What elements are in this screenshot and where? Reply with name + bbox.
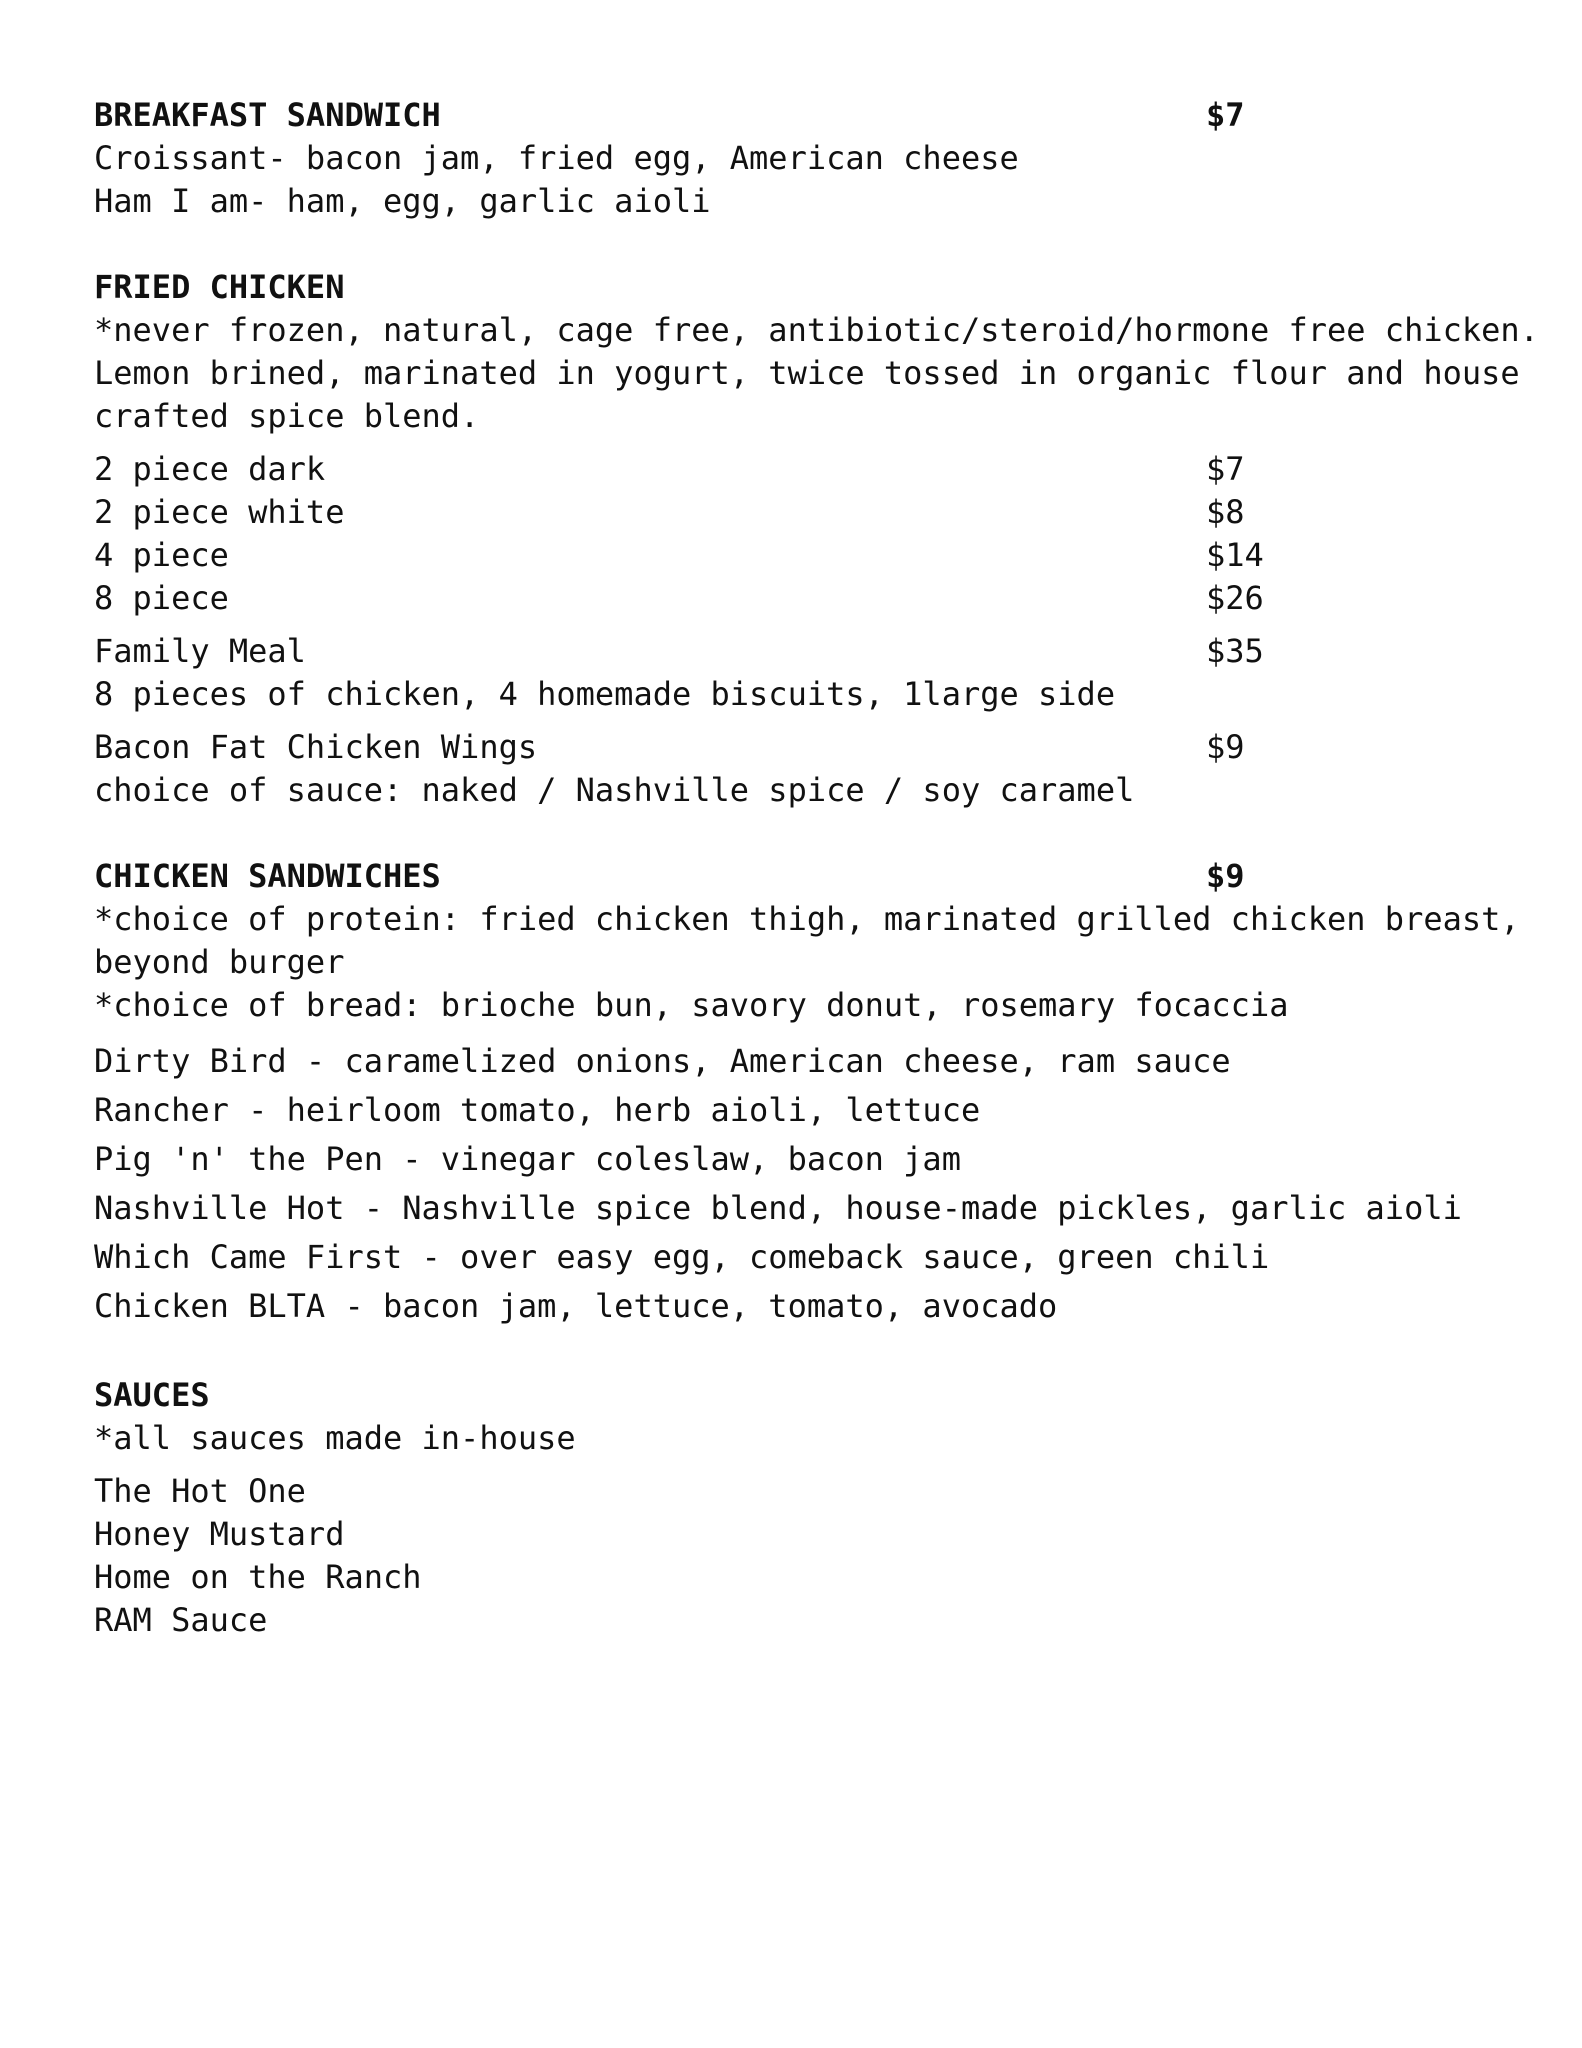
- item-description: choice of sauce: naked / Nashville spice / soy caramel: [94, 771, 1135, 809]
- sandwiches-header-row: [94, 855, 1514, 898]
- price-row: [94, 577, 1514, 620]
- list-item: Rancher - heirloom tomato, herb aioli, lettuce: [94, 1091, 981, 1129]
- item-price: $7: [1206, 450, 1245, 488]
- price-row: [94, 534, 1514, 577]
- item-name: 2 piece dark: [94, 450, 326, 488]
- family-meal-row: [94, 630, 1514, 673]
- item-price: $35: [1206, 632, 1264, 670]
- list-item: Home on the Ranch: [94, 1558, 422, 1596]
- sauces-section: [94, 1374, 1514, 1642]
- wings-row: [94, 726, 1514, 769]
- section-title: SAUCES: [94, 1376, 210, 1414]
- price-row: [94, 448, 1514, 491]
- fried-chicken-section: [94, 266, 1539, 812]
- breakfast-section: [94, 94, 1514, 223]
- menu-item: Ham I am- ham, egg, garlic aioli: [94, 182, 711, 220]
- list-item: Chicken BLTA - bacon jam, lettuce, tomato, avocado: [94, 1287, 1058, 1325]
- sandwich-list: [94, 1037, 1514, 1331]
- list-item: The Hot One: [94, 1472, 306, 1510]
- price-row: [94, 491, 1514, 534]
- list-item: Pig 'n' the Pen - vinegar coleslaw, bacon jam: [94, 1140, 961, 1178]
- item-price: $26: [1206, 579, 1264, 617]
- item-name: 2 piece white: [94, 493, 345, 531]
- section-description: Lemon brined, marinated in yogurt, twice tossed in organic flour and house: [94, 354, 1520, 392]
- section-title: FRIED CHICKEN: [94, 268, 345, 306]
- item-price: $14: [1206, 536, 1264, 574]
- section-price: $7: [1206, 96, 1245, 134]
- chicken-sandwiches-section: [94, 855, 1520, 1331]
- item-name: 8 piece: [94, 579, 229, 617]
- section-note: *choice of protein: fried chicken thigh, marinated grilled chicken breast,: [94, 900, 1520, 938]
- menu-page: [94, 94, 1539, 1642]
- section-description: *never frozen, natural, cage free, antibiotic/steroid/hormone free chicken.: [94, 311, 1539, 349]
- item-name: Bacon Fat Chicken Wings: [94, 728, 538, 766]
- item-name: 4 piece: [94, 536, 229, 574]
- item-price: $9: [1206, 728, 1245, 766]
- section-price: $9: [1206, 857, 1245, 895]
- section-note: *all sauces made in-house: [94, 1419, 576, 1457]
- section-title: CHICKEN SANDWICHES: [94, 857, 441, 895]
- list-item: Which Came First - over easy egg, comeback sauce, green chili: [94, 1238, 1270, 1276]
- breakfast-header-row: [94, 94, 1514, 137]
- section-note: beyond burger: [94, 943, 345, 981]
- list-item: Honey Mustard: [94, 1515, 345, 1553]
- list-item: Nashville Hot - Nashville spice blend, house-made pickles, garlic aioli: [94, 1189, 1462, 1227]
- section-description: crafted spice blend.: [94, 397, 480, 435]
- menu-item: Croissant- bacon jam, fried egg, American cheese: [94, 139, 1019, 177]
- list-item: Dirty Bird - caramelized onions, American cheese, ram sauce: [94, 1042, 1231, 1080]
- section-note: *choice of bread: brioche bun, savory donut, rosemary focaccia: [94, 986, 1289, 1024]
- item-description: 8 pieces of chicken, 4 homemade biscuits, 1large side: [94, 675, 1116, 713]
- list-item: RAM Sauce: [94, 1601, 268, 1639]
- item-price: $8: [1206, 493, 1245, 531]
- item-name: Family Meal: [94, 632, 306, 670]
- section-title: BREAKFAST SANDWICH: [94, 96, 441, 134]
